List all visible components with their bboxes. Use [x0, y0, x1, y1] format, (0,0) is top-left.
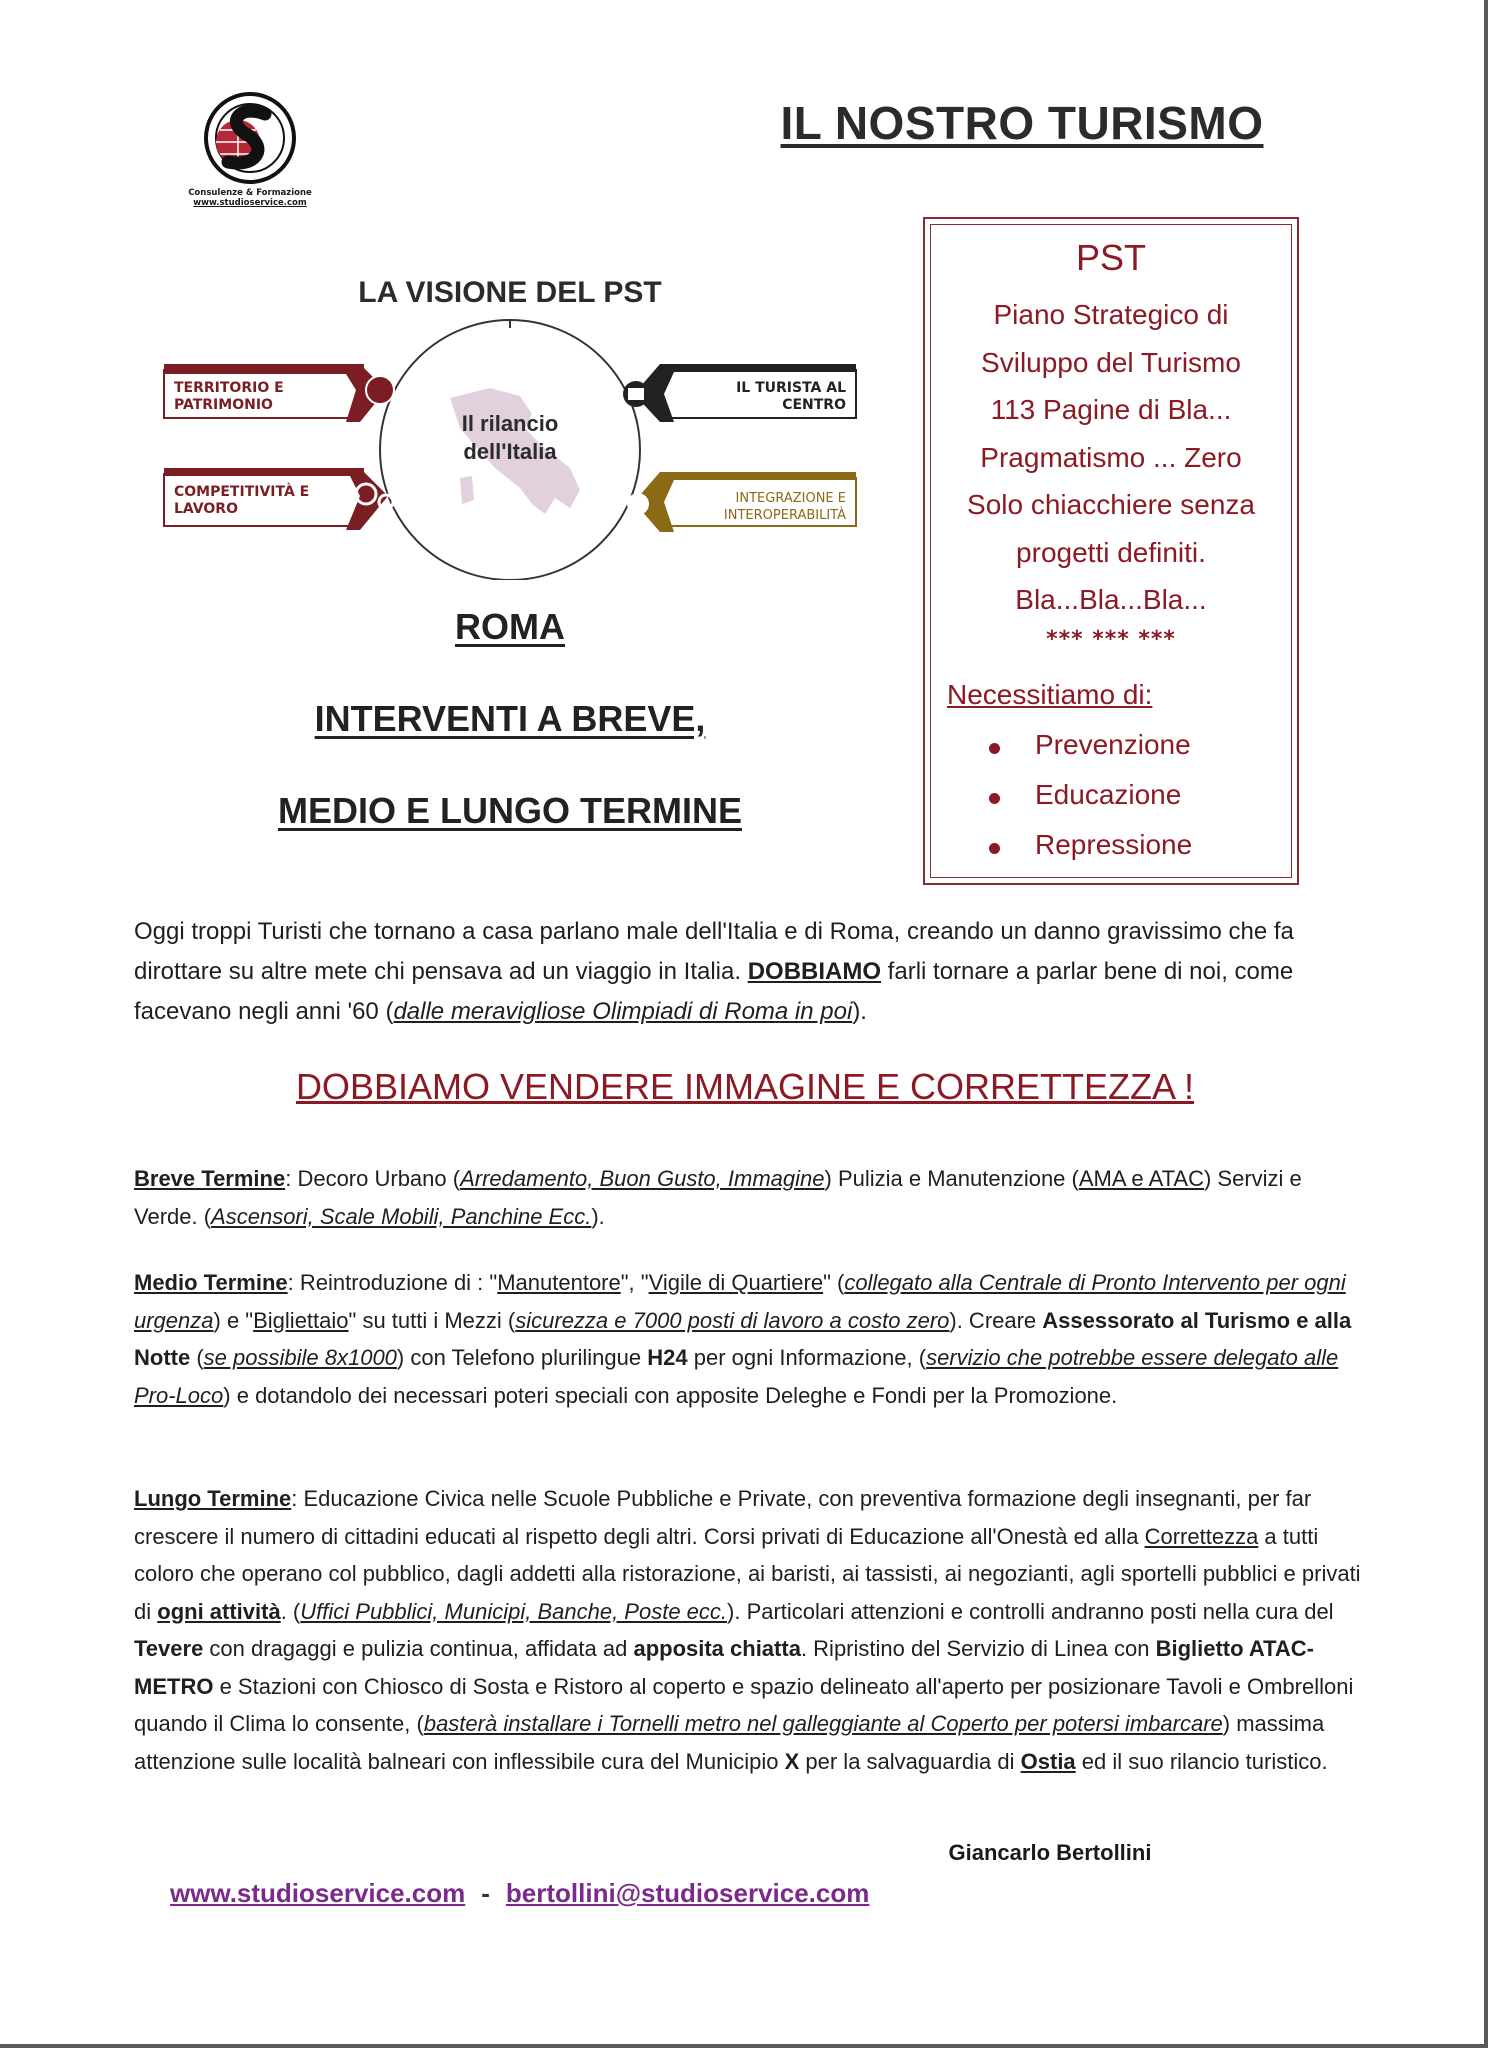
footer-separator: - [481, 1878, 490, 1908]
vision-diagram [160, 318, 860, 580]
pst-line: Pragmatismo ... Zero [980, 441, 1242, 473]
section-text: ed il suo rilancio turistico. [1075, 1748, 1328, 1774]
section-lungo-termine [134, 1480, 1364, 1780]
section-text: ) Servizi e Verde. ( [134, 1166, 1302, 1229]
footer [170, 1878, 869, 1909]
section-medio-termine [134, 1264, 1364, 1414]
section-note: Arredamento, Buon Gusto, Immagine [460, 1166, 825, 1191]
intro-text: ). [852, 998, 867, 1025]
globe-icon [366, 376, 394, 404]
sardinia-map-icon [460, 476, 474, 504]
pst-line: Sviluppo del Turismo [981, 346, 1241, 378]
signature: Giancarlo Bertollini [948, 1840, 1152, 1865]
diagram-center-line1: Il rilancio [461, 411, 559, 436]
section-breve-termine [134, 1160, 1364, 1235]
section-text: " ( [823, 1270, 845, 1295]
section-bold: apposita chiatta [633, 1636, 801, 1661]
slogan-heading: DOBBIAMO VENDERE IMMAGINE E CORRETTEZZA ! [295, 1066, 1195, 1107]
section-bold: ogni attività [157, 1598, 281, 1624]
section-note: se possibile 8x1000 [203, 1345, 397, 1370]
diagram-item-3-line2: LAVORO [174, 501, 238, 517]
pst-line: progetti definiti. [1016, 536, 1206, 568]
bullet-icon [989, 793, 1000, 804]
section-underlined: Correttezza [1144, 1523, 1259, 1549]
intro-olympics-note: dalle meravigliose Olimpiadi di Roma in poi [393, 998, 853, 1025]
footer-website-link[interactable]: www.studioservice.com [170, 1878, 466, 1908]
intro-text: farli tornare a parlar bene di noi, come facevano negli anni '60 ( [134, 958, 1294, 1025]
section-note: servizio che potrebbe essere delegato alle Pro-Loco [134, 1345, 1339, 1408]
pst-title: PST [1075, 237, 1146, 278]
section-underlined: Vigile di Quartiere [648, 1270, 824, 1295]
diagram-item-4 [724, 490, 846, 524]
diagram-item-4-line1: INTEGRAZIONE E [735, 491, 846, 506]
diagram-item-2-line2: CENTRO [782, 397, 846, 413]
section-text: per la salvaguardia di [799, 1748, 1021, 1774]
pst-need-label: Necessitiamo di: [947, 679, 1153, 710]
logo-website[interactable]: www.studioservice.com [193, 198, 307, 208]
bullet-text: Educazione [1035, 779, 1182, 810]
section-text: con dragaggi e pulizia continua, affidata ad [203, 1636, 634, 1661]
suitcase-icon [628, 388, 644, 400]
pst-stars: *** *** *** [1046, 627, 1176, 652]
vision-title: LA VISIONE DEL PST [358, 276, 662, 309]
section-text: " su tutti i Mezzi ( [348, 1307, 516, 1333]
section-label: Lungo Termine [134, 1486, 292, 1511]
section-text: e Stazioni con Chiosco di Sosta e Ristoro al coperto e spazio delineato all'aperto per posizionare Tavoli e Ombrelloni quando il Clima lo consente, ( [134, 1673, 1354, 1736]
pst-line: Piano Strategico di [993, 299, 1229, 330]
list-item [985, 829, 1192, 879]
section-text: ) massima attenzione sulle località balneari con inflessibile cura del Municipio [134, 1711, 1325, 1774]
diagram-item-4-line2: INTEROPERABILITÀ [723, 508, 846, 523]
section-text: ). Particolari attenzioni e controlli andranno posti nella cura del [727, 1598, 1334, 1624]
section-note: basterà installare i Tornelli metro nel galleggiante al Coperto per potersi imbarcare [423, 1711, 1223, 1736]
diagram-center [430, 410, 590, 466]
diagram-item-2 [736, 380, 846, 414]
list-item [985, 729, 1192, 779]
footer-email-link[interactable]: bertollini@studioservice.com [505, 1878, 870, 1908]
section-text: ). Creare [949, 1307, 1043, 1333]
studio-service-logo [170, 92, 330, 212]
section-text: : Reintroduzione di : " [287, 1270, 498, 1295]
heading-roma: ROMA [455, 606, 565, 647]
section-label: Medio Termine [134, 1270, 288, 1295]
pst-lines [925, 291, 1297, 624]
section-text: ) con Telefono plurilingue [396, 1345, 648, 1370]
section-bold: H24 [647, 1345, 688, 1370]
list-item [985, 779, 1192, 829]
diagram-item-3-line1: COMPETITIVITÀ E [174, 484, 310, 500]
bullet-icon [989, 743, 1000, 754]
page-title: IL NOSTRO TURISMO [780, 97, 1264, 149]
section-text: ) e " [213, 1307, 254, 1333]
section-text: : Decoro Urbano ( [285, 1166, 461, 1191]
section-text: . Ripristino del Servizio di Linea con [800, 1636, 1156, 1661]
intro-paragraph [134, 912, 1354, 1032]
diagram-item-1-line1: TERRITORIO E [174, 380, 284, 396]
logo-tagline: Consulenze & Formazione [188, 188, 312, 198]
diagram-item-1-line2: PATRIMONIO [174, 397, 273, 413]
section-note: sicurezza e 7000 posti di lavoro a costo zero [515, 1307, 950, 1333]
section-label: Breve Termine [134, 1166, 286, 1191]
pst-line: Solo chiacchiere senza [967, 489, 1255, 520]
section-text: ) Pulizia e Manutenzione ( [824, 1166, 1079, 1191]
diagram-item-1 [174, 380, 284, 414]
section-underlined: Bigliettaio [253, 1307, 349, 1333]
diagram-center-line2: dell'Italia [463, 439, 557, 464]
section-note: collegato alla Centrale di Pronto Intervento per ogni urgenza [134, 1270, 1346, 1333]
section-text: ) e dotandolo dei necessari poteri speciali con apposite Deleghe e Fondi per la Promozione. [223, 1382, 1118, 1408]
heading-interventi-1: INTERVENTI A BREVE, [314, 698, 706, 739]
head-gear-icon [627, 493, 649, 515]
section-bold: Biglietto ATAC-METRO [134, 1636, 1315, 1699]
section-underlined: AMA e ATAC [1078, 1166, 1204, 1191]
section-text: : Educazione Civica nelle Scuole Pubbliche e Private, con preventiva formazione degli insegnanti, per far crescere il numero di cittadini educati al rispetto degli altri. Corsi privati di Educazione all'Onestà ed alla [134, 1486, 1312, 1549]
section-text: a tutti coloro che operano col pubblico, dagli addetti alla ristorazione, ai baristi, ai tassisti, ai negozianti, agli sportelli pubblici e privati di [134, 1523, 1361, 1624]
section-bold: Assessorato al Turismo e alla Notte [134, 1307, 1352, 1370]
pst-box [923, 217, 1299, 885]
intro-text: Oggi troppi Turisti che tornano a casa parlano male dell'Italia e di Roma, creando un danno gravissimo che fa dirottare su altre mete chi pensava ad un viaggio in Italia. [134, 918, 1294, 985]
logo-emblem-icon [170, 92, 330, 184]
pst-line: 113 Pagine di Bla... [990, 394, 1232, 425]
section-bold: X [784, 1748, 800, 1774]
section-note: Uffici Pubblici, Municipi, Banche, Poste ecc. [300, 1598, 728, 1624]
section-text: ", " [620, 1270, 649, 1295]
diagram-item-2-line1: IL TURISTA AL [736, 380, 846, 396]
bullet-text: Prevenzione [1035, 729, 1191, 760]
section-bold: Ostia [1020, 1748, 1076, 1774]
section-bold: Tevere [134, 1636, 204, 1661]
section-note: Ascensori, Scale Mobili, Panchine Ecc. [211, 1203, 592, 1229]
diagram-item-3 [174, 484, 309, 518]
pst-line: Bla...Bla...Bla... [1015, 584, 1207, 615]
section-text: per ogni Informazione, ( [687, 1345, 927, 1370]
intro-emphasis: DOBBIAMO [747, 958, 882, 985]
pst-bullet-list [985, 729, 1192, 879]
heading-interventi-2: MEDIO E LUNGO TERMINE [277, 790, 742, 831]
bullet-text: Repressione [1035, 829, 1193, 860]
section-underlined: Manutentore [497, 1270, 621, 1295]
section-text: ). [591, 1203, 605, 1229]
section-text: . ( [280, 1598, 301, 1624]
bullet-icon [989, 843, 1000, 854]
section-text: ( [190, 1345, 204, 1370]
